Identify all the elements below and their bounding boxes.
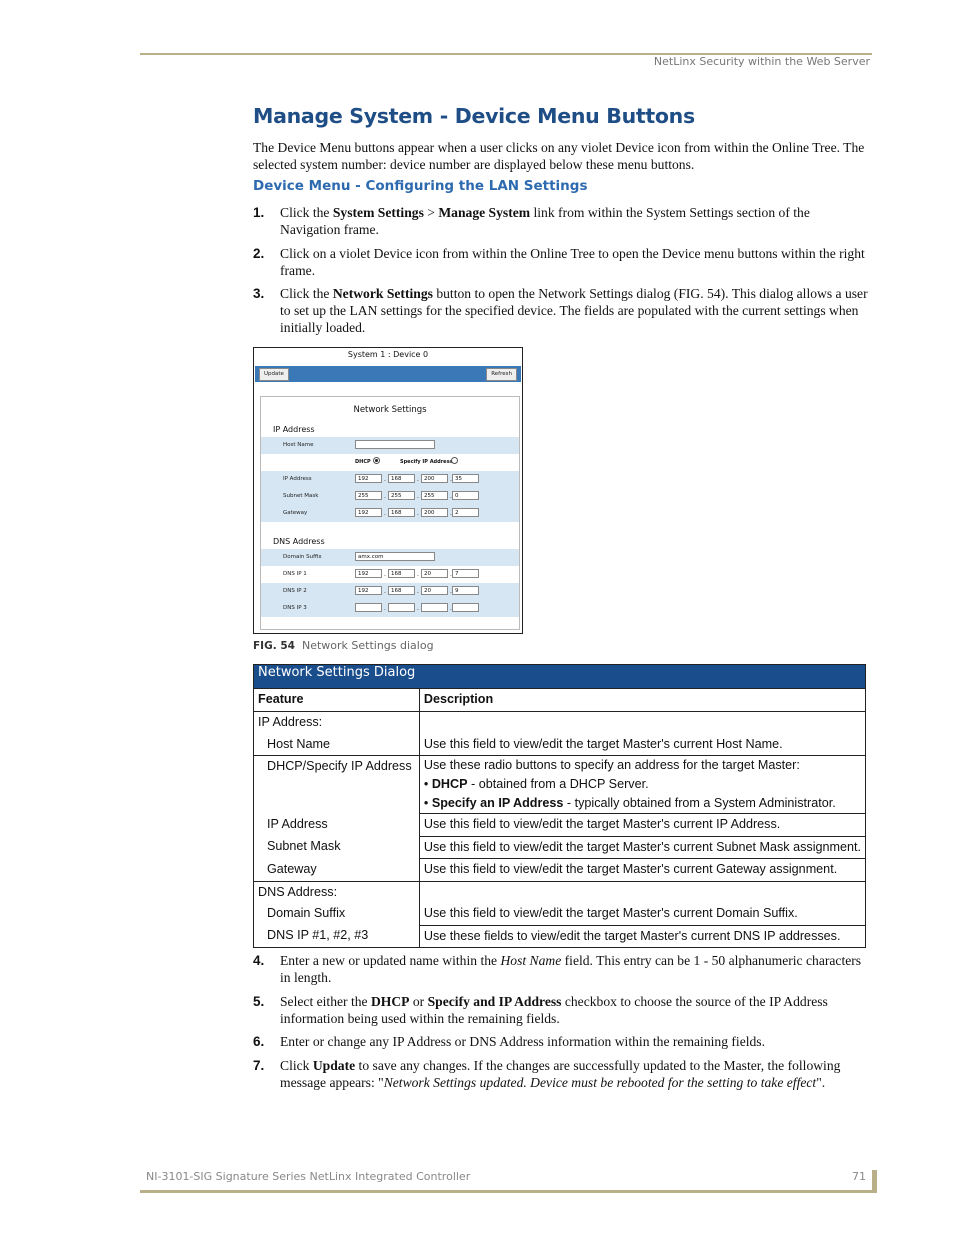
- dns-group-label: DNS Address:: [258, 884, 338, 899]
- feature-subnet-mask: Subnet Mask: [267, 839, 341, 853]
- ip-octet-4[interactable]: 35: [452, 474, 479, 483]
- dhcp-radio[interactable]: [373, 457, 380, 464]
- table-row: [254, 881, 866, 925]
- gateway-label: Gateway: [283, 510, 308, 516]
- desc-domain-suffix: Use this field to view/edit the target Master's current Domain Suffix.: [423, 906, 798, 920]
- table-row: [254, 859, 866, 882]
- ip-octet-3[interactable]: 200: [421, 474, 448, 483]
- desc-subnet-mask: Use this field to view/edit the target Master's current Subnet Mask assignment.: [423, 839, 861, 854]
- dot: .: [417, 605, 419, 612]
- desc-dhcp: Use these radio buttons to specify an address for the target Master:: [423, 758, 800, 772]
- dns3-octet-3[interactable]: [421, 603, 448, 612]
- table-row: [254, 925, 866, 948]
- ip-address-row: [261, 471, 519, 488]
- ip-mode-row: [261, 454, 519, 471]
- domain-suffix-input[interactable]: amx.com: [355, 552, 435, 561]
- dot: .: [450, 605, 452, 612]
- footer-document-title: NI-3101-SIG Signature Series NetLinx Integrated Controller: [146, 1170, 471, 1183]
- desc-dns-ip: Use these fields to view/edit the target Master's current DNS IP addresses.: [423, 928, 841, 943]
- ip-octet-1[interactable]: 192: [355, 474, 382, 483]
- subnet-mask-label: Subnet Mask: [283, 493, 319, 499]
- dot: .: [384, 571, 386, 578]
- mask-octet-1[interactable]: 255: [355, 491, 382, 500]
- dialog-title: System 1 : Device 0: [347, 350, 429, 359]
- ip-section-label: IP Address: [273, 425, 315, 434]
- dot: .: [417, 510, 419, 517]
- panel-title: Network Settings: [353, 405, 427, 415]
- specify-ip-radio[interactable]: [451, 457, 458, 464]
- running-header: NetLinx Security within the Web Server: [653, 55, 870, 68]
- mask-octet-4[interactable]: 0: [452, 491, 479, 500]
- dot: .: [450, 588, 452, 595]
- dns2-octet-4[interactable]: 9: [452, 586, 479, 595]
- step-number: 4.: [253, 953, 265, 968]
- dot: .: [384, 588, 386, 595]
- step-number: 6.: [253, 1034, 265, 1049]
- host-name-label: Host Name: [283, 442, 314, 448]
- step-number: 1.: [253, 205, 265, 220]
- gw-octet-1[interactable]: 192: [355, 508, 382, 517]
- desc-host-name: Use this field to view/edit the target Master's current Host Name.: [423, 736, 783, 751]
- ip-group-label: IP Address:: [258, 715, 323, 729]
- table-caption: Network Settings Dialog: [254, 665, 866, 689]
- dns2-octet-1[interactable]: 192: [355, 586, 382, 595]
- domain-suffix-label: Domain Suffix: [283, 554, 322, 560]
- section-subtitle: Device Menu - Configuring the LAN Settings: [253, 178, 588, 194]
- dns-ip-1-row: [261, 566, 519, 583]
- dns-section-label: DNS Address: [273, 537, 325, 546]
- dns-ip-3-row: [261, 600, 519, 617]
- gw-octet-2[interactable]: 168: [388, 508, 415, 517]
- desc-gateway: Use this field to view/edit the target Master's current Gateway assignment.: [423, 862, 838, 876]
- dns3-octet-2[interactable]: [388, 603, 415, 612]
- dot: .: [417, 571, 419, 578]
- dialog-toolbar: [255, 366, 521, 382]
- ip-address-label: IP Address: [283, 476, 312, 482]
- gateway-row: [261, 505, 519, 522]
- feature-gateway: Gateway: [267, 861, 317, 876]
- subnet-mask-row: [261, 488, 519, 505]
- dns1-octet-1[interactable]: 192: [355, 569, 382, 578]
- step-number: 5.: [253, 994, 265, 1009]
- dns1-octet-3[interactable]: 20: [421, 569, 448, 578]
- dhcp-label: DHCP: [355, 459, 371, 465]
- table-row: [254, 756, 866, 814]
- gw-octet-4[interactable]: 2: [452, 508, 479, 517]
- host-name-input[interactable]: [355, 440, 435, 449]
- step-number: 7.: [253, 1058, 265, 1073]
- step-number: 2.: [253, 246, 265, 261]
- dns1-octet-4[interactable]: 7: [452, 569, 479, 578]
- dns-ip-2-label: DNS IP 2: [283, 588, 307, 594]
- table-row: [254, 712, 866, 734]
- dot: .: [450, 476, 452, 483]
- dns-ip-1-label: DNS IP 1: [283, 571, 307, 577]
- footer-rule: [140, 1190, 877, 1193]
- dot: .: [417, 476, 419, 483]
- dot: .: [417, 493, 419, 500]
- step-number: 3.: [253, 286, 265, 301]
- mask-octet-2[interactable]: 255: [388, 491, 415, 500]
- table-row: [254, 836, 866, 859]
- dot: .: [450, 510, 452, 517]
- update-button[interactable]: Update: [259, 368, 289, 381]
- dot: .: [384, 605, 386, 612]
- dot: .: [384, 476, 386, 483]
- bullet-specify: • Specify an IP Address - typically obtained from a System Administrator.: [423, 796, 836, 810]
- network-settings-dialog: [253, 347, 523, 634]
- dot: .: [384, 493, 386, 500]
- host-name-row: [261, 437, 519, 454]
- feature-dhcp: DHCP/Specify IP Address: [267, 759, 412, 773]
- feature-domain-suffix: Domain Suffix: [267, 906, 346, 920]
- gw-octet-3[interactable]: 200: [421, 508, 448, 517]
- network-settings-panel: [260, 396, 520, 630]
- dns1-octet-2[interactable]: 168: [388, 569, 415, 578]
- feature-host-name: Host Name: [267, 736, 330, 751]
- mask-octet-3[interactable]: 255: [421, 491, 448, 500]
- dns-ip-3-label: DNS IP 3: [283, 605, 307, 611]
- specify-ip-label: Specify IP Address: [400, 459, 453, 465]
- dot: .: [384, 510, 386, 517]
- dns2-octet-3[interactable]: 20: [421, 586, 448, 595]
- column-header-feature: Feature: [254, 689, 420, 712]
- column-header-description: Description: [419, 689, 865, 712]
- dns3-octet-1[interactable]: [355, 603, 382, 612]
- dns-ip-2-row: [261, 583, 519, 600]
- desc-ip-address: Use this field to view/edit the target Master's current IP Address.: [423, 817, 781, 831]
- dns2-octet-2[interactable]: 168: [388, 586, 415, 595]
- dot: .: [450, 571, 452, 578]
- footer-bar: [872, 1170, 877, 1191]
- dns3-octet-4[interactable]: [452, 603, 479, 612]
- refresh-button[interactable]: Refresh: [486, 368, 517, 381]
- feature-ip-address: IP Address: [267, 816, 328, 831]
- dot: .: [417, 588, 419, 595]
- table-row: [254, 814, 866, 837]
- bullet-dhcp: • DHCP - obtained from a DHCP Server.: [423, 777, 649, 791]
- figure-caption: FIG. 54 Network Settings dialog: [253, 639, 434, 652]
- ip-octet-2[interactable]: 168: [388, 474, 415, 483]
- page-number: 71: [852, 1170, 866, 1183]
- dot: .: [450, 493, 452, 500]
- feature-dns-ip: DNS IP #1, #2, #3: [267, 928, 369, 942]
- network-settings-table: [253, 664, 866, 948]
- domain-suffix-row: [261, 549, 519, 566]
- intro-paragraph: The Device Menu buttons appear when a user clicks on any violet Device icon from within the Online Tree. The selected system number: device number are displayed below these menu buttons.: [253, 140, 865, 172]
- page-title: Manage System - Device Menu Buttons: [253, 104, 695, 128]
